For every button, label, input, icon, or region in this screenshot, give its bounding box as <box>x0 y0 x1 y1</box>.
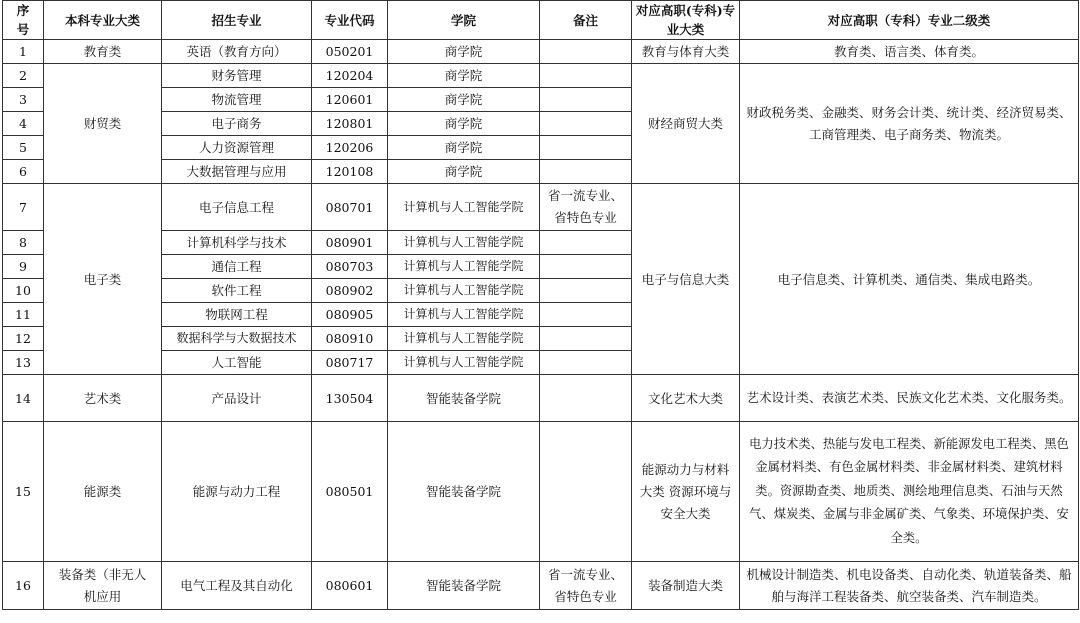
header-major: 招生专业 <box>162 1 312 40</box>
seq-cell: 3 <box>3 88 44 112</box>
college-cell: 商学院 <box>388 40 540 64</box>
category-cell: 财贸类 <box>44 64 162 184</box>
code-cell: 080910 <box>312 327 388 351</box>
vocational-category-cell: 文化艺术大类 <box>632 375 740 422</box>
college-cell: 智能装备学院 <box>388 422 540 562</box>
major-cell: 大数据管理与应用 <box>162 160 312 184</box>
seq-cell: 5 <box>3 136 44 160</box>
table-row <box>3 184 1079 231</box>
major-cell: 电子信息工程 <box>162 184 312 231</box>
vocational-category-cell: 电子与信息大类 <box>632 184 740 375</box>
vocational-secondary-cell: 教育类、语言类、体育类。 <box>740 40 1079 64</box>
header-vocational-secondary: 对应高职（专科）专业二级类 <box>740 1 1079 40</box>
category-cell: 艺术类 <box>44 375 162 422</box>
seq-cell: 15 <box>3 422 44 562</box>
vocational-secondary-cell: 财政税务类、金融类、财务会计类、统计类、经济贸易类、工商管理类、电子商务类、物流类。 <box>740 64 1079 184</box>
note-cell: 省一流专业、省特色专业 <box>540 184 632 231</box>
category-cell: 装备类（非无人机应用 <box>44 562 162 610</box>
major-cell: 物联网工程 <box>162 303 312 327</box>
seq-cell: 14 <box>3 375 44 422</box>
major-cell: 电气工程及其自动化 <box>162 562 312 610</box>
category-cell: 电子类 <box>44 184 162 375</box>
note-cell <box>540 112 632 136</box>
vocational-secondary-cell: 电力技术类、热能与发电工程类、新能源发电工程类、黑色金属材料类、有色金属材料类、非金属材料类、建筑材料类。资源勘查类、地质类、测绘地理信息类、石油与天然气、煤炭类、金属与非金属矿类、气象类、环境保护类、安全类。 <box>740 422 1079 562</box>
code-cell: 120801 <box>312 112 388 136</box>
seq-cell: 12 <box>3 327 44 351</box>
code-cell: 120206 <box>312 136 388 160</box>
table-row <box>3 562 1079 610</box>
note-cell <box>540 88 632 112</box>
major-cell: 通信工程 <box>162 255 312 279</box>
note-cell <box>540 255 632 279</box>
code-cell: 080601 <box>312 562 388 610</box>
code-cell: 080717 <box>312 351 388 375</box>
major-cell: 数据科学与大数据技术 <box>162 327 312 351</box>
major-cell: 产品设计 <box>162 375 312 422</box>
seq-cell: 6 <box>3 160 44 184</box>
table-row <box>3 422 1079 562</box>
vocational-secondary-cell: 电子信息类、计算机类、通信类、集成电路类。 <box>740 184 1079 375</box>
note-cell <box>540 64 632 88</box>
vocational-secondary-cell: 艺术设计类、表演艺术类、民族文化艺术类、文化服务类。 <box>740 375 1079 422</box>
header-vocational-category: 对应高职(专科)专业大类 <box>632 1 740 40</box>
seq-cell: 10 <box>3 279 44 303</box>
college-cell: 商学院 <box>388 112 540 136</box>
major-cell: 人力资源管理 <box>162 136 312 160</box>
header-row <box>3 1 1079 40</box>
header-code: 专业代码 <box>312 1 388 40</box>
major-cell: 英语（教育方向） <box>162 40 312 64</box>
vocational-category-cell: 装备制造大类 <box>632 562 740 610</box>
table-row <box>3 40 1079 64</box>
header-note: 备注 <box>540 1 632 40</box>
major-cell: 物流管理 <box>162 88 312 112</box>
note-cell <box>540 303 632 327</box>
college-cell: 智能装备学院 <box>388 375 540 422</box>
vocational-category-cell: 能源动力与材料大类 资源环境与安全大类 <box>632 422 740 562</box>
college-cell: 计算机与人工智能学院 <box>388 231 540 255</box>
seq-cell: 9 <box>3 255 44 279</box>
header-category: 本科专业大类 <box>44 1 162 40</box>
header-seq: 序号 <box>3 1 44 40</box>
college-cell: 计算机与人工智能学院 <box>388 184 540 231</box>
note-cell <box>540 231 632 255</box>
seq-cell: 16 <box>3 562 44 610</box>
college-cell: 商学院 <box>388 160 540 184</box>
seq-cell: 7 <box>3 184 44 231</box>
vocational-category-cell: 财经商贸大类 <box>632 64 740 184</box>
note-cell <box>540 40 632 64</box>
seq-cell: 2 <box>3 64 44 88</box>
code-cell: 120601 <box>312 88 388 112</box>
header-college: 学院 <box>388 1 540 40</box>
code-cell: 130504 <box>312 375 388 422</box>
college-cell: 计算机与人工智能学院 <box>388 351 540 375</box>
major-cell: 电子商务 <box>162 112 312 136</box>
seq-cell: 4 <box>3 112 44 136</box>
note-cell <box>540 375 632 422</box>
note-cell <box>540 279 632 303</box>
college-cell: 智能装备学院 <box>388 562 540 610</box>
note-cell: 省一流专业、省特色专业 <box>540 562 632 610</box>
admissions-table <box>2 0 1079 610</box>
note-cell <box>540 136 632 160</box>
college-cell: 商学院 <box>388 88 540 112</box>
code-cell: 080901 <box>312 231 388 255</box>
major-cell: 软件工程 <box>162 279 312 303</box>
major-cell: 财务管理 <box>162 64 312 88</box>
table-row <box>3 64 1079 88</box>
seq-cell: 11 <box>3 303 44 327</box>
major-cell: 计算机科学与技术 <box>162 231 312 255</box>
note-cell <box>540 327 632 351</box>
category-cell: 能源类 <box>44 422 162 562</box>
major-cell: 能源与动力工程 <box>162 422 312 562</box>
table-row <box>3 375 1079 422</box>
vocational-category-cell: 教育与体育大类 <box>632 40 740 64</box>
note-cell <box>540 351 632 375</box>
category-cell: 教育类 <box>44 40 162 64</box>
college-cell: 计算机与人工智能学院 <box>388 279 540 303</box>
code-cell: 080902 <box>312 279 388 303</box>
college-cell: 计算机与人工智能学院 <box>388 327 540 351</box>
note-cell <box>540 160 632 184</box>
seq-cell: 1 <box>3 40 44 64</box>
seq-cell: 8 <box>3 231 44 255</box>
code-cell: 080701 <box>312 184 388 231</box>
college-cell: 商学院 <box>388 136 540 160</box>
code-cell: 120204 <box>312 64 388 88</box>
major-cell: 人工智能 <box>162 351 312 375</box>
vocational-secondary-cell: 机械设计制造类、机电设备类、自动化类、轨道装备类、船舶与海洋工程装备类、航空装备类、汽车制造类。 <box>740 562 1079 610</box>
code-cell: 080501 <box>312 422 388 562</box>
code-cell: 120108 <box>312 160 388 184</box>
college-cell: 商学院 <box>388 64 540 88</box>
note-cell <box>540 422 632 562</box>
college-cell: 计算机与人工智能学院 <box>388 255 540 279</box>
college-cell: 计算机与人工智能学院 <box>388 303 540 327</box>
code-cell: 080905 <box>312 303 388 327</box>
code-cell: 080703 <box>312 255 388 279</box>
seq-cell: 13 <box>3 351 44 375</box>
code-cell: 050201 <box>312 40 388 64</box>
